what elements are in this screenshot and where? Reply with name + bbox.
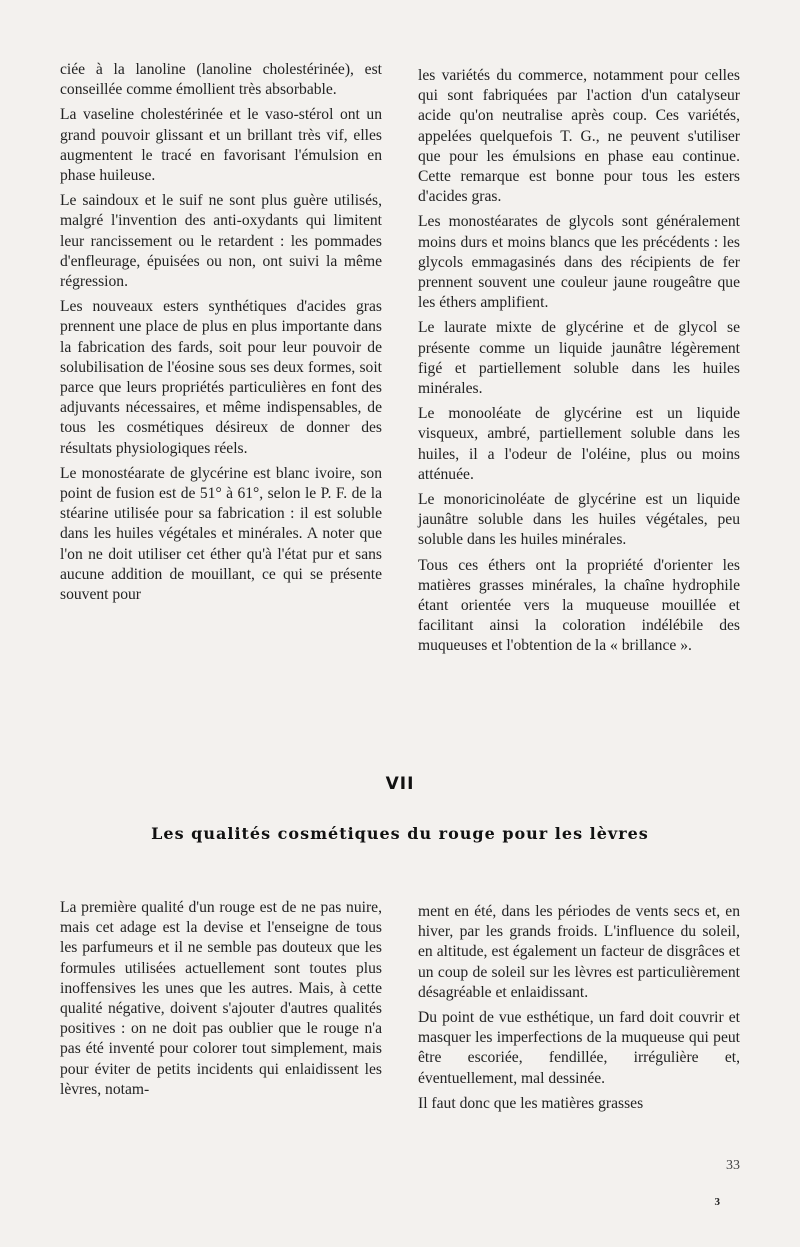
paragraph: Tous ces éthers ont la propriété d'orienter les matières grasses minérales, la chaîne hydrophile étant orientée vers la muqueuse mouillée et facilitant ainsi la coloration indélébile des muqueuses et l'obtention de la « brillance ».	[418, 556, 740, 655]
column-bottom-left	[60, 898, 382, 1105]
column-bottom-right	[418, 902, 740, 1119]
paragraph: les variétés du commerce, notamment pour celles qui sont fabriquées par l'action d'un catalyseur acide qu'on neutralise après coup. Ces variétés, appelées quelquefois T. G., ne peuvent s'utiliser que pour les émulsions en phase eau continue. Cette remarque est bonne pour tous les esters d'acides gras.	[418, 67, 740, 206]
paragraph: La vaseline cholestérinée et le vaso-stérol ont un grand pouvoir glissant et un brillant très vif, elles augmentent le tracé en favorisant l'émulsion en phase huileuse.	[60, 106, 382, 185]
paragraph: Le saindoux et le suif ne sont plus guère utilisés, malgré l'invention des anti-oxydants qui limitent leur rancissement ou le retardent : les pommades d'enfleurage, épuisées ou non, ont suivi la même régression.	[60, 192, 382, 291]
paragraph: Le laurate mixte de glycérine et de glycol se présente comme un liquide jaunâtre légèrement figé et partiellement soluble dans les huiles minérales.	[418, 319, 740, 398]
column-top-left	[60, 60, 382, 610]
paragraph: ciée à la lanoline (lanoline cholestérinée), est conseillée comme émollient très absorbable.	[60, 61, 382, 99]
column-top-right	[418, 66, 740, 662]
page-number: 33	[726, 1158, 740, 1173]
paragraph: Le monoricinoléate de glycérine est un liquide jaunâtre soluble dans les huiles végétales, peu soluble dans les huiles minérales.	[418, 491, 740, 549]
paragraph: Les nouveaux esters synthétiques d'acides gras prennent une place de plus en plus importante dans la fabrication des fards, soit pour leur pouvoir de solubilisation de l'éosine sous ses deux formes, soit parce que leurs propriétés particulières en font des adjuvants nécessaires, et même indispensables, de tous les cosmétiques désireux de donner des résultats physiologiques réels.	[60, 298, 382, 457]
section-title: Les qualités cosmétiques du rouge pour les lèvres	[151, 824, 649, 843]
paragraph: La première qualité d'un rouge est de ne pas nuire, mais cet adage est la devise et l'enseigne de tous les parfumeurs et il ne semble pas douteux que les formules utilisées actuellement sont toutes plus inoffensives les unes que les autres. Mais, à cette qualité négative, doivent s'ajouter d'autres qualités positives : on ne doit pas oublier que le rouge n'a pas été inventé pour colorer tout simplement, mais pour éviter de petits incidents qui enlaidissent les lèvres, notam-	[60, 899, 382, 1098]
paragraph: Le monostéarate de glycérine est blanc ivoire, son point de fusion est de 51° à 61°, selon le P. F. de la stéarine utilisée pour sa fabrication : il est soluble dans les huiles végétales et minérales. A noter que l'on ne doit utiliser cet éther qu'à l'état pur et sans aucune addition de mouillant, ce qui se présente souvent pour	[60, 464, 382, 604]
sheet-mark: 3	[714, 1196, 720, 1208]
section-number: VII	[385, 774, 415, 794]
paragraph: Le monooléate de glycérine est un liquide visqueux, ambré, partiellement soluble dans les huiles, il a l'odeur de l'oléine, plus ou moins atténuée.	[418, 405, 740, 483]
paragraph: Les monostéarates de glycols sont généralement moins durs et moins blancs que les précédents : les glycols emmagasinés dans des récipients de fer prennent souvent une couleur jaune rougeâtre que les éthers amplifient.	[418, 213, 740, 312]
paragraph: Il faut donc que les matières grasses	[418, 1094, 644, 1112]
paragraph: ment en été, dans les périodes de vents secs et, en hiver, par les grands froids. L'influence du soleil, en altitude, est également un facteur de disgrâces et un coup de soleil sur les lèvres est particulièrement désagréable et enlaidissant.	[418, 903, 740, 1001]
paragraph: Du point de vue esthétique, un fard doit couvrir et masquer les imperfections de la muqueuse qui peut être escoriée, fendillée, irrégulière et, éventuellement, mal dessinée.	[418, 1009, 740, 1087]
